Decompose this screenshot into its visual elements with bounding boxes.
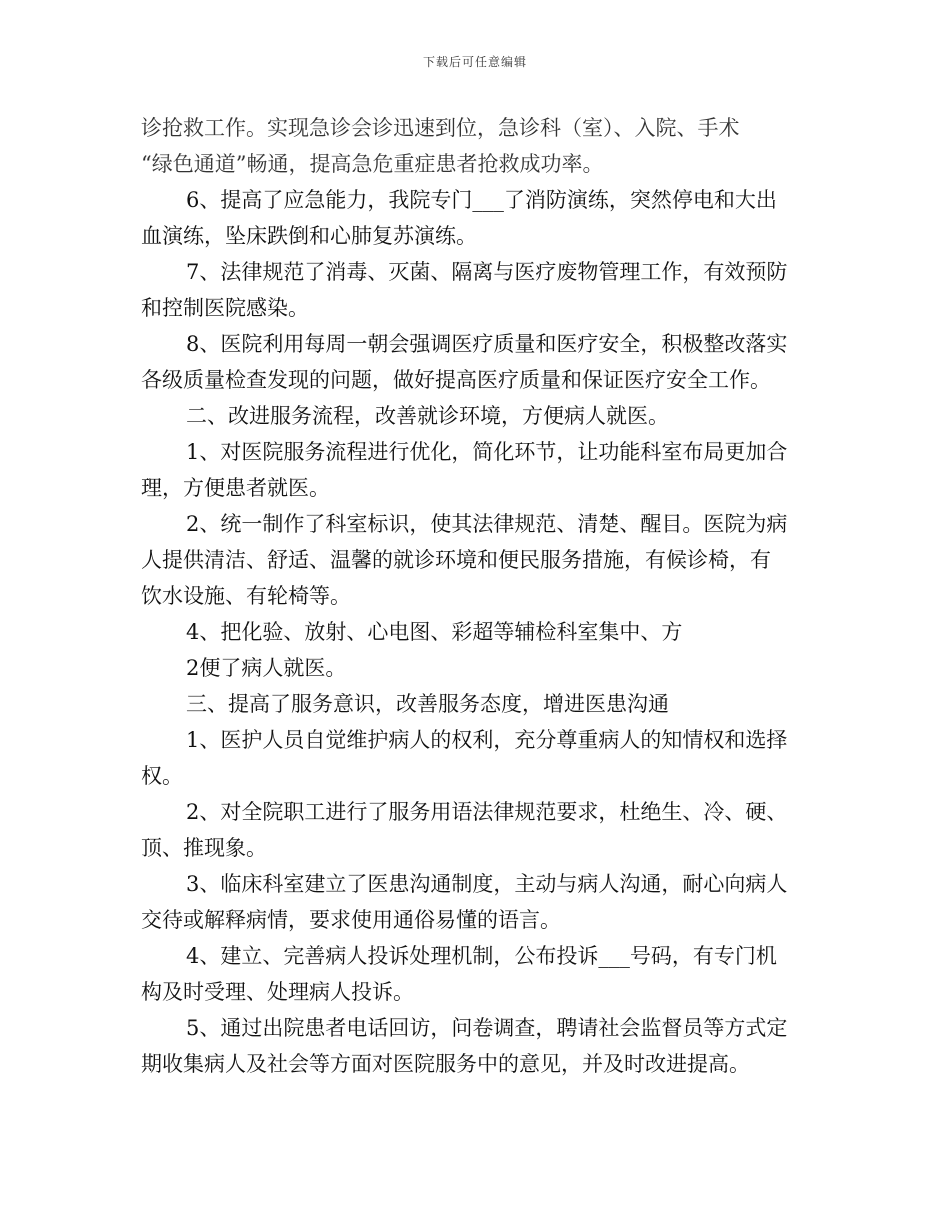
paragraph-line: 3、临床科室建立了医患沟通制度，主动与病人沟通，耐心向病人: [186, 872, 788, 896]
paragraph-line: 期收集病人及社会等方面对医院服务中的意见，并及时改进提高。: [141, 1052, 750, 1076]
paragraph-line: 权。: [141, 764, 183, 788]
paragraph-line: 理，方便患者就医。: [141, 476, 330, 500]
paragraph-line: 交待或解释病情，要求使用通俗易懂的语言。: [141, 908, 561, 932]
paragraph-line: 诊抢救工作。实现急诊会诊迅速到位，急诊科（室）、入院、手术: [141, 116, 740, 140]
paragraph-line: “绿色通道”畅通，提高急危重症患者抢救成功率。: [141, 152, 604, 176]
page-header: 下载后可任意编辑: [422, 55, 527, 69]
paragraph-line: 1、对医院服务流程进行优化，简化环节，让功能科室布局更加合: [186, 440, 788, 464]
paragraph-line: 4、建立、完善病人投诉处理机制，公布投诉___号码，有专门机: [186, 944, 777, 968]
document-body: [141, 110, 811, 1082]
paragraph-line: 和控制医院感染。: [141, 296, 309, 320]
paragraph-line: 2便了病人就医。: [186, 656, 347, 680]
paragraph-line: 4、把化验、放射、心电图、彩超等辅检科室集中、方: [186, 620, 683, 644]
paragraph-line: 7、法律规范了消毒、灭菌、隔离与医疗废物管理工作，有效预防: [186, 260, 788, 284]
paragraph-line: 2、对全院职工进行了服务用语法律规范要求，杜绝生、冷、硬、: [186, 800, 788, 824]
paragraph-line: 8、医院利用每周一朝会强调医疗质量和医疗安全，积极整改落实: [186, 332, 788, 356]
section-heading: 二、改进服务流程，改善就诊环境，方便病人就医。: [186, 404, 669, 428]
section-heading: 三、提高了服务意识，改善服务态度，增进医患沟通: [186, 692, 669, 716]
paragraph-line: 血演练，坠床跌倒和心肺复苏演练。: [141, 224, 477, 248]
paragraph-line: 饮水设施、有轮椅等。: [141, 584, 351, 608]
paragraph-line: 人提供清洁、舒适、温馨的就诊环境和便民服务措施，有候诊椅，有: [141, 548, 771, 572]
paragraph-line: 1、医护人员自觉维护病人的权利，充分尊重病人的知情权和选择: [186, 728, 788, 752]
paragraph-line: 2、统一制作了科室标识，使其法律规范、清楚、醒目。医院为病: [186, 512, 788, 536]
paragraph-line: 6、提高了应急能力，我院专门___了消防演练，突然停电和大出: [186, 188, 777, 212]
paragraph-line: 构及时受理、处理病人投诉。: [141, 980, 414, 1004]
paragraph-line: 5、通过出院患者电话回访，问卷调查，聘请社会监督员等方式定: [186, 1016, 788, 1040]
paragraph-line: 各级质量检查发现的问题，做好提高医疗质量和保证医疗安全工作。: [141, 368, 771, 392]
paragraph-line: 顶、推现象。: [141, 836, 267, 860]
